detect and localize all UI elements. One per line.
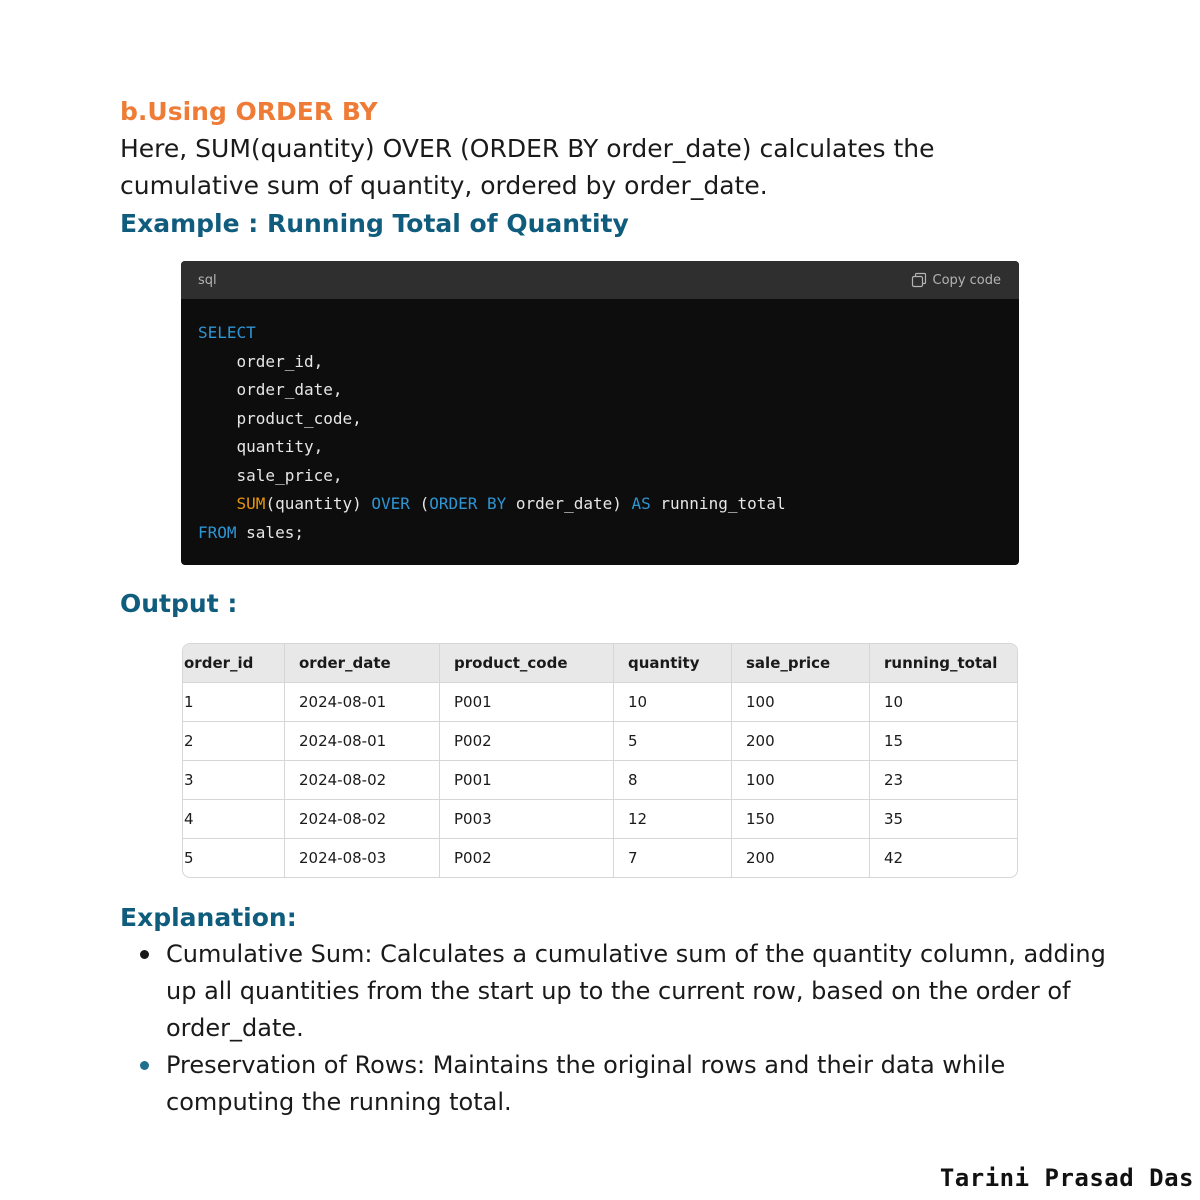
cell-product-code: P001 [440, 683, 614, 722]
cell-sale-price: 100 [732, 761, 870, 800]
table-row [183, 800, 1017, 839]
code-column: product_code, [236, 408, 362, 428]
explanation-item-text: Cumulative Sum: Calculates a cumulative sum of the quantity column, adding up all quantities from the start up to the current row, based on the order of order_date. [166, 940, 1106, 1042]
cell-sale-price: 200 [732, 722, 870, 761]
copy-icon [911, 272, 927, 288]
output-heading: Output : [120, 589, 238, 618]
column-header-product-code: product_code [440, 644, 614, 683]
code-body [181, 299, 1019, 565]
cell-order-id: 2 [183, 722, 285, 761]
cell-order-date: 2024-08-02 [285, 800, 440, 839]
bullet-icon [140, 950, 149, 959]
code-paren: ( [409, 494, 430, 513]
code-column: quantity, [236, 437, 324, 456]
cell-product-code: P003 [440, 800, 614, 839]
cell-order-date: 2024-08-02 [285, 761, 440, 800]
cell-sale-price: 150 [732, 800, 870, 839]
intro-text: Here, SUM(quantity) OVER (ORDER BY order_date) calculates the cumulative sum of quantity, ordered by order_date. [120, 134, 935, 200]
code-header [181, 261, 1019, 299]
cell-order-id: 4 [183, 800, 285, 839]
cell-quantity: 7 [614, 839, 732, 878]
column-header-sale-price: sale_price [732, 644, 870, 683]
cell-running-total: 15 [870, 722, 1018, 761]
cell-order-date: 2024-08-01 [285, 683, 440, 722]
list-item [166, 1047, 1126, 1121]
code-column: sale_price, [236, 465, 343, 485]
explanation-item-text: Preservation of Rows: Maintains the original rows and their data while computing the running total. [166, 1051, 1006, 1116]
explanation-list [120, 936, 1126, 1121]
cell-order-date: 2024-08-01 [285, 722, 440, 761]
table-row [183, 839, 1017, 878]
output-table-container [182, 643, 1018, 878]
code-alias: running_total [650, 494, 786, 513]
cell-order-id: 5 [183, 839, 285, 878]
column-header-running-total: running_total [870, 644, 1018, 683]
cell-order-date: 2024-08-03 [285, 839, 440, 878]
code-keyword-order-by: ORDER BY [429, 494, 507, 513]
column-header-quantity: quantity [614, 644, 732, 683]
code-keyword-over: OVER [371, 494, 410, 513]
table-row [183, 761, 1017, 800]
cell-product-code: P001 [440, 761, 614, 800]
author-name: Tarini Prasad Das [939, 1164, 1194, 1192]
explanation-heading: Explanation: [120, 903, 297, 932]
code-keyword-from: FROM [198, 522, 237, 542]
section-heading: b.Using ORDER BY [120, 97, 378, 126]
cell-order-id: 1 [183, 683, 285, 722]
cell-running-total: 42 [884, 849, 904, 867]
cell-quantity: 8 [614, 761, 732, 800]
cell-order-id: 3 [183, 761, 285, 800]
code-table-name: sales; [236, 522, 304, 542]
cell-quantity: 10 [614, 683, 732, 722]
column-header-order-id: order_id [183, 644, 285, 683]
copy-code-label: Copy code [932, 272, 1001, 288]
code-order-column: order_date) [506, 494, 632, 513]
code-keyword-select: SELECT [198, 323, 256, 342]
code-block [181, 261, 1019, 565]
bullet-icon [140, 1061, 149, 1070]
output-table [183, 644, 1017, 877]
cell-running-total: 10 [870, 683, 1018, 722]
table-header-row [183, 644, 1017, 683]
cell-sale-price: 200 [732, 839, 870, 878]
table-row [183, 683, 1017, 722]
cell-product-code: P002 [440, 722, 614, 761]
list-item [166, 936, 1126, 1047]
code-keyword-as: AS [631, 494, 651, 513]
column-header-order-date: order_date [285, 644, 440, 683]
code-column: order_id, [236, 351, 324, 371]
cell-running-total: 23 [870, 761, 1018, 800]
code-function-sum: SUM [236, 494, 266, 513]
copy-code-button[interactable] [911, 272, 1001, 288]
cell-quantity: 12 [614, 800, 732, 839]
cell-running-total: 35 [870, 800, 1018, 839]
example-heading: Example : Running Total of Quantity [120, 209, 629, 238]
code-language-label: sql [198, 272, 217, 288]
cell-quantity: 5 [614, 722, 732, 761]
cell-sale-price: 100 [732, 683, 870, 722]
cell-product-code: P002 [440, 839, 614, 878]
code-column: order_date, [236, 380, 343, 399]
table-row [183, 722, 1017, 761]
code-sum-argument: (quantity) [265, 494, 372, 513]
